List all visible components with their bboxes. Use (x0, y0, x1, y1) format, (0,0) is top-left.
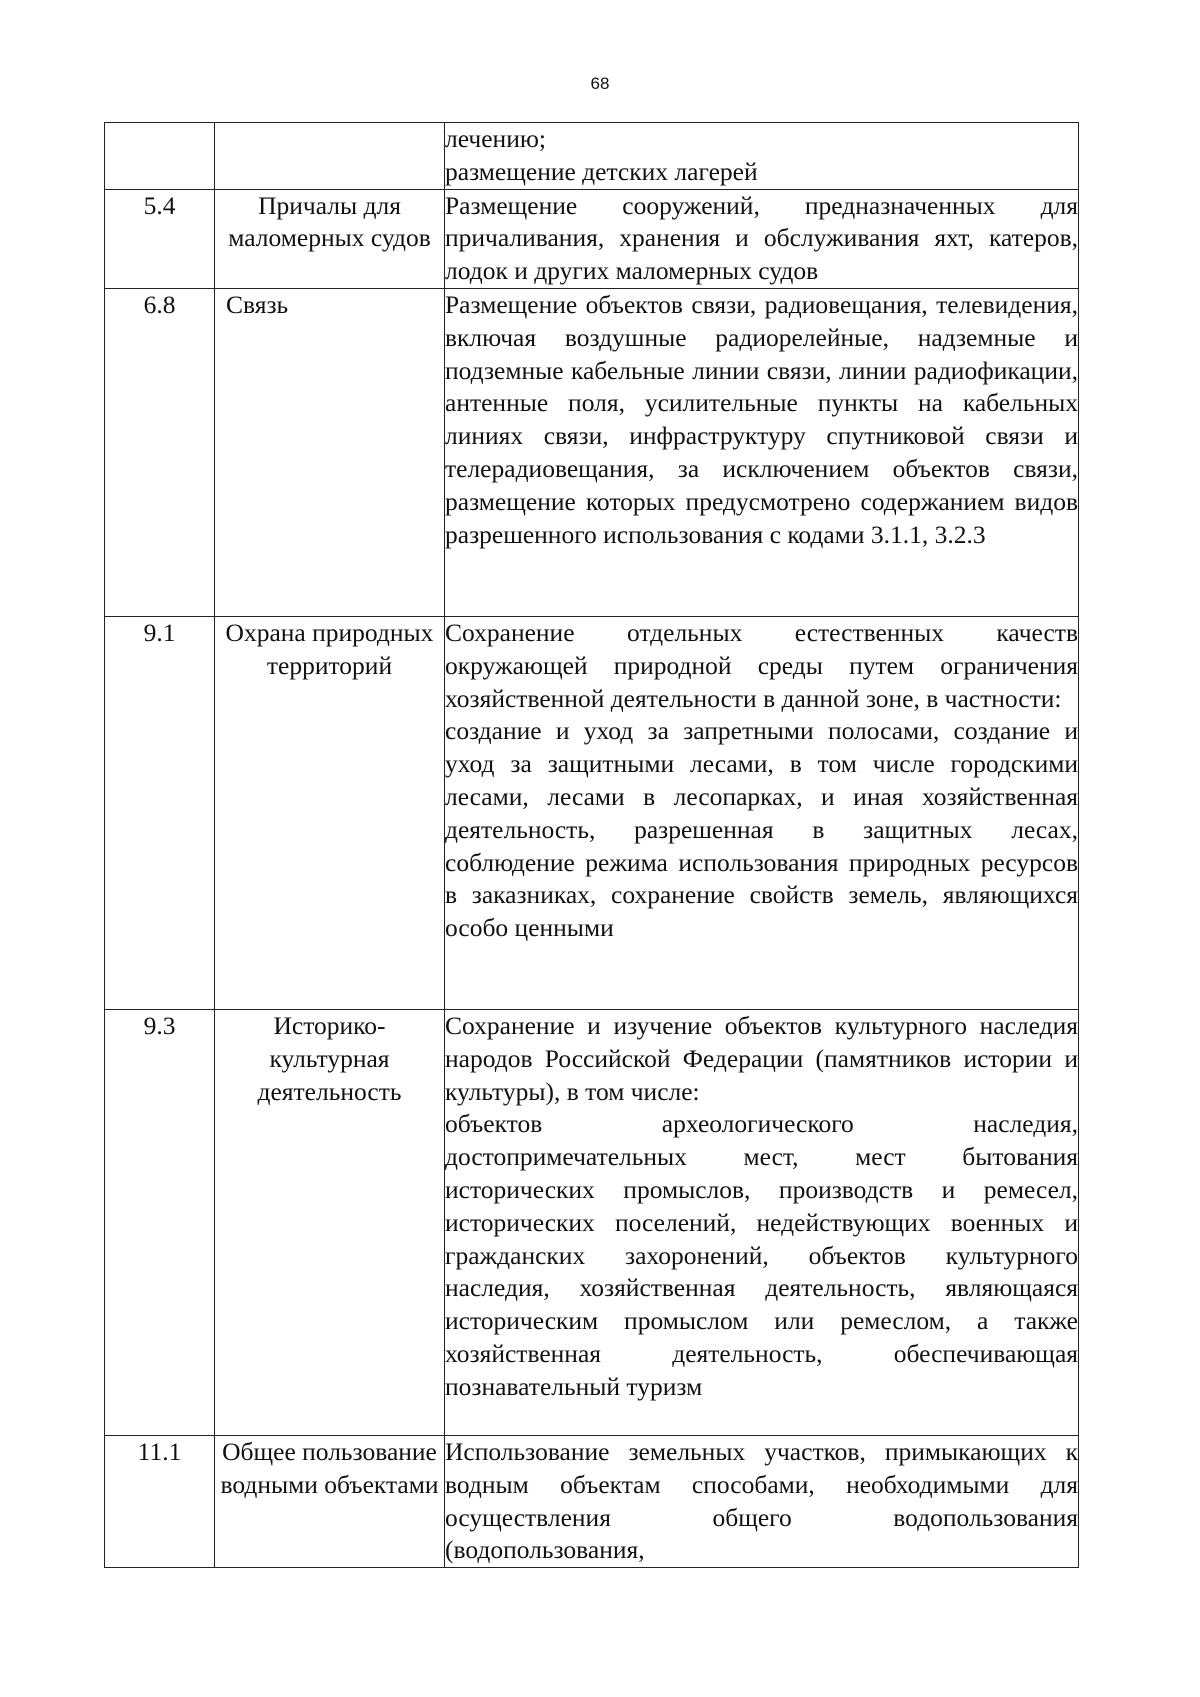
code-cell: 9.1 (105, 616, 215, 1009)
page-number: 68 (590, 74, 610, 93)
table-row (105, 288, 1079, 616)
table-row (105, 189, 1079, 288)
description-paragraph: Размещение сооружений, предназначенных для причаливания, хранения и обслуживания яхт, катеров, лодок и других маломерных судов (445, 190, 1078, 286)
table-row (105, 616, 1079, 1009)
description-paragraph: Размещение объектов связи, радиовещания, телевидения, включая воздушные радиорелейные, надземные и подземные кабельные линии связи, линии радиофикации, антенные поля, усилительные пункты на кабельных линиях связи, инфраструктуру спутниковой связи и телерадиовещания, за исключением объектов связи, размещение которых предусмотрено содержанием видов разрешенного использования с кодами 3.1.1, 3.2.3 (445, 289, 1078, 549)
table-row (105, 123, 1079, 190)
table-row (105, 1435, 1079, 1567)
description-cell (445, 189, 1079, 288)
code-cell: 5.4 (105, 189, 215, 288)
description-paragraph: Использование земельных участков, примыкающих к водным объектам способами, необходимыми для осуществления общего водопользования (водопользования, (445, 1436, 1078, 1565)
description-paragraph: размещение детских лагерей (445, 156, 758, 186)
description-cell (445, 1009, 1079, 1435)
code-cell (105, 123, 215, 190)
name-cell: Историко-культурная деятельность (215, 1009, 445, 1435)
name-cell: Охрана природных территорий (215, 616, 445, 1009)
name-cell (215, 123, 445, 190)
description-paragraph: создание и уход за запретными полосами, создание и уход за защитными лесами, в том числе городскими лесами, лесами в лесопарках, и иная хозяйственная деятельность, разрешенная в защитных лесах, соблюдение режима использования природных ресурсов в заказниках, сохранение свойств земель, являющихся особо ценными (445, 716, 1078, 943)
table-row (105, 1009, 1079, 1435)
name-cell: Связь (215, 288, 445, 616)
description-cell (445, 616, 1079, 1009)
code-cell: 9.3 (105, 1009, 215, 1435)
description-cell (445, 123, 1079, 190)
name-cell: Общее пользование водными объектами (215, 1435, 445, 1567)
description-cell (445, 1435, 1079, 1567)
land-use-table (104, 122, 1079, 1568)
code-cell: 6.8 (105, 288, 215, 616)
name-cell: Причалы для маломерных судов (215, 189, 445, 288)
description-paragraph: лечению; (445, 124, 546, 153)
description-cell (445, 288, 1079, 616)
description-paragraph: Сохранение и изучение объектов культурного наследия народов Российской Федерации (памятников истории и культуры), в том числе: (445, 1010, 1078, 1106)
code-cell: 11.1 (105, 1435, 215, 1567)
description-paragraph: объектов археологического наследия, достопримечательных мест, мест бытования исторических промыслов, производств и ремесел, исторических поселений, недействующих военных и гражданских захоронений, объектов культурного наследия, хозяйственная деятельность, являющаяся историческим промыслом или ремеслом, а также хозяйственная деятельность, обеспечивающая познавательный туризм (445, 1109, 1078, 1401)
description-paragraph: Сохранение отдельных естественных качеств окружающей природной среды путем ограничения хозяйственной деятельности в данной зоне, в частности: (445, 617, 1078, 713)
